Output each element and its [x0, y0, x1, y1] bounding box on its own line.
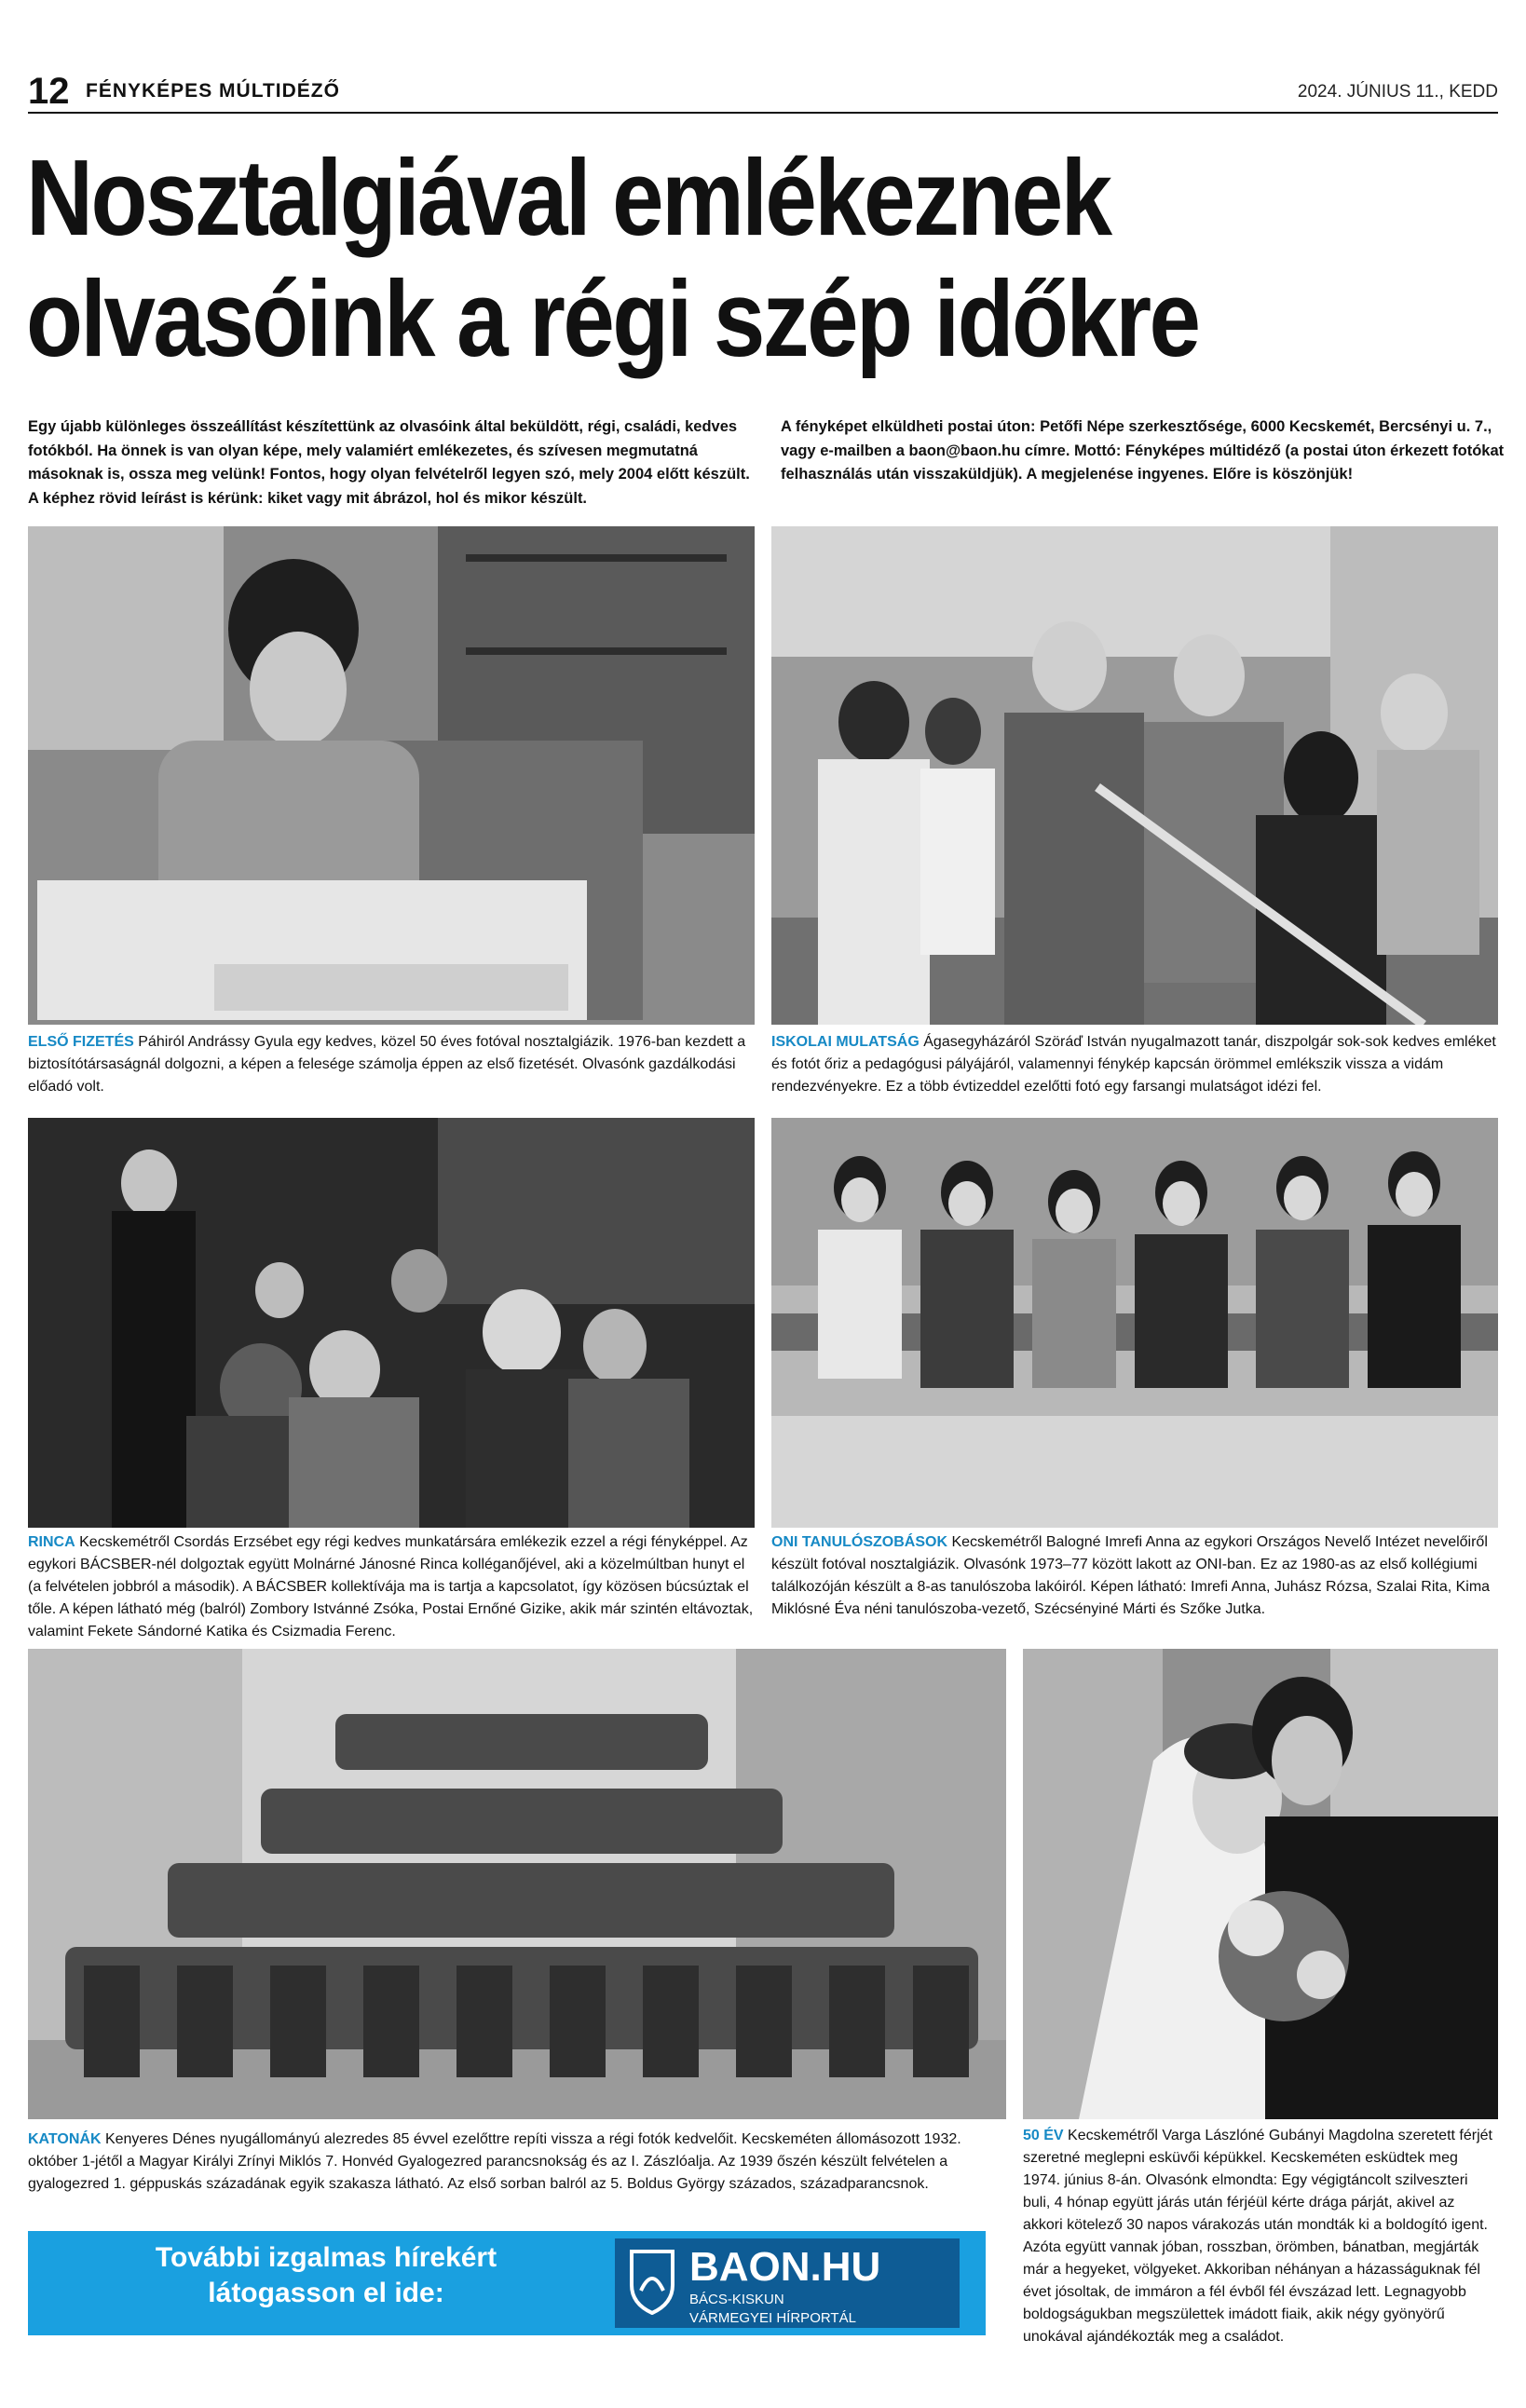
caption-text: Kecskemétről Csordás Erzsébet egy régi kedves munkatársára emlékezik ezzel a régi fényképpel. Az egykori BÁCSBER-nél dolgoztak együtt Molnárné Jánosné Rinca kolléganőjével, aki a közelmúltban hunyt el (a felvételen jobbról a második). A BÁCSBER kollektívája ma is tartja a kapcsolatot, így közösen búcsúztak el tőle. A képen látható még (balról) Zombory Istvánné Zsóka, Postai Ernőné Gizike, akik már szintén eltávoztak, valamint Fekete Sándorné Katika és Csizmadia Ferenc. — [28, 1534, 754, 1639]
headline-line-2: olvasóink a régi szép időkre — [26, 257, 1199, 379]
caption-rinca — [28, 1531, 755, 1643]
photo-oni-study-room — [771, 1118, 1498, 1528]
caption-wedding — [1023, 2125, 1498, 2348]
page-number: 12 — [28, 71, 70, 112]
caption-lead: ISKOLAI MULATSÁG — [771, 1034, 920, 1050]
brand-subtitle-1: BÁCS-KISKUN — [689, 2292, 784, 2307]
intro-left — [28, 415, 755, 510]
caption-lead: 50 ÉV — [1023, 2128, 1064, 2143]
headline-line-1: Nosztalgiával emlékeznek — [26, 137, 1110, 258]
photo-first-salary — [28, 526, 755, 1025]
caption-lead: ONI TANULÓSZOBÁSOK — [771, 1534, 948, 1550]
intro-left-text: Egy újabb különleges összeállítást készítettünk az olvasóink által beküldött, régi, családi, kedves fotókból. Ha önnek is van olyan képe, mely valamiért emlékezetes, és szívesen megmutatná másoknak is, ossza meg velünk! Fontos, hogy olyan felvételről legyen szó, mely 2004 előtt készült. A képhez rövid leírást is kérünk: kiket vagy mit ábrázol, hol és mikor készült. — [28, 418, 750, 507]
brand-name: BAON.HU — [689, 2244, 881, 2290]
baon-logo[interactable] — [615, 2238, 960, 2328]
intro-right-text: A fényképet elküldheti postai úton: Petőfi Népe szerkesztősége, 6000 Kecskemét, Bercsényi u. 7., vagy e-mailben a baon@baon.hu címre. Mottó: Fényképes múltidéző (a postai úton érkezett fotókat felhasználás után visszaküldjük). A megjelenése ingyenes. Előre is köszönjük! — [781, 418, 1505, 483]
caption-lead: ELSŐ FIZETÉS — [28, 1034, 134, 1050]
caption-text: Kecskemétről Varga Lászlóné Gubányi Magdolna szeretett férjét szeretné meglepni esküvői képükkel. Kecskeméten esküdtek meg 1974. június 8-án. Olvasónk elmondta: Egy végigtáncolt szilveszteri buli, 4 hónap együtt járás után férjéül kérte drága párját, akivel az akkori kötelező 30 napos várakozás után mondták ki a boldogító igent. Azóta együtt vannak jóban, rosszban, örömben, bánatban, megjárták már a hegyeket, völgyeket. Akkoriban néhányan a házasságuknak fél évet jósoltak, de immáron a fél évből fél évszázad lett. Legnagyobb boldogságukban megszülettek imádott fiaik, akik négy gyönyörű unokával ajándékozták meg a családot. — [1023, 2128, 1492, 2345]
intro-right — [781, 415, 1507, 487]
brand-subtitle-2: VÁRMEGYEI HÍRPORTÁL — [689, 2309, 856, 2326]
caption-school-party — [771, 1031, 1498, 1098]
photo-wedding — [1023, 1649, 1498, 2119]
ad-line-2: látogasson el ide: — [208, 2277, 444, 2308]
brand-subtitle — [689, 2291, 856, 2327]
baon-ad-banner[interactable] — [28, 2231, 986, 2335]
caption-soldiers — [28, 2129, 1006, 2196]
caption-oni-study-room — [771, 1531, 1498, 1621]
caption-lead: KATONÁK — [28, 2131, 102, 2147]
headline — [26, 138, 1292, 380]
photo-soldiers — [28, 1649, 1006, 2119]
caption-text: Páhiról Andrássy Gyula egy kedves, közel 50 éves fotóval nosztalgiázik. 1976-ban kezdett a biztosítótársaságnál dolgozni, a képen a felesége számolja éppen az első fizetését. Olvasónk gazdálkodási előadó volt. — [28, 1034, 746, 1095]
section-title: FÉNYKÉPES MÚLTIDÉZŐ — [86, 80, 340, 102]
caption-first-salary — [28, 1031, 755, 1098]
shield-icon — [628, 2248, 676, 2315]
caption-text: Kenyeres Dénes nyugállományú alezredes 85 évvel ezelőttre repíti vissza a régi fotók kedvelőit. Kecskeméten állomásozott 1932. október 1-jétől a Magyar Királyi Zrínyi Miklós 7. Honvéd Gyalogezred parancsnokság és az I. Zászlóalja. Az 1939 őszén készült felvételen a gyalogezred 1. géppuskás századának egyik szakasza látható. Az első sorban balról az 5. Boldus György százados, századparancsnok. — [28, 2131, 961, 2192]
ad-line-1: További izgalmas hírekért — [155, 2242, 497, 2273]
photo-rinca — [28, 1118, 755, 1528]
caption-lead: RINCA — [28, 1534, 75, 1550]
publication-date: 2024. JÚNIUS 11., KEDD — [1297, 82, 1498, 102]
header-rule — [28, 112, 1498, 114]
ad-text — [65, 2240, 587, 2310]
photo-school-party — [771, 526, 1498, 1025]
caption-text: Ágasegyházáról Szöráď István nyugalmazott tanár, diszpolgár sok-sok kedves emléket és fotót őriz a pedagógusi pályájáról, valamennyi fénykép kapcsán örömmel emlékszik vissza a vidám rendezvényekre. Ez a több évtizeddel ezelőtti fotó egy farsangi mulatságot idézi fel. — [771, 1034, 1496, 1095]
caption-text: Kecskemétről Balogné Imrefi Anna az egykori Országos Nevelő Intézet nevelőiről készült fotóval nosztalgiázik. Olvasónk 1973–77 között lakott az ONI-ban. Ez az 1980-as az első kollégiumi találkozóján készült a 8-as tanulószoba lakóiról. Képen látható: Imrefi Anna, Juhász Rózsa, Szalai Rita, Kima Miklósné Éva néni tanulószoba-vezető, Szécsényiné Márti és Szőke Jutka. — [771, 1534, 1491, 1617]
